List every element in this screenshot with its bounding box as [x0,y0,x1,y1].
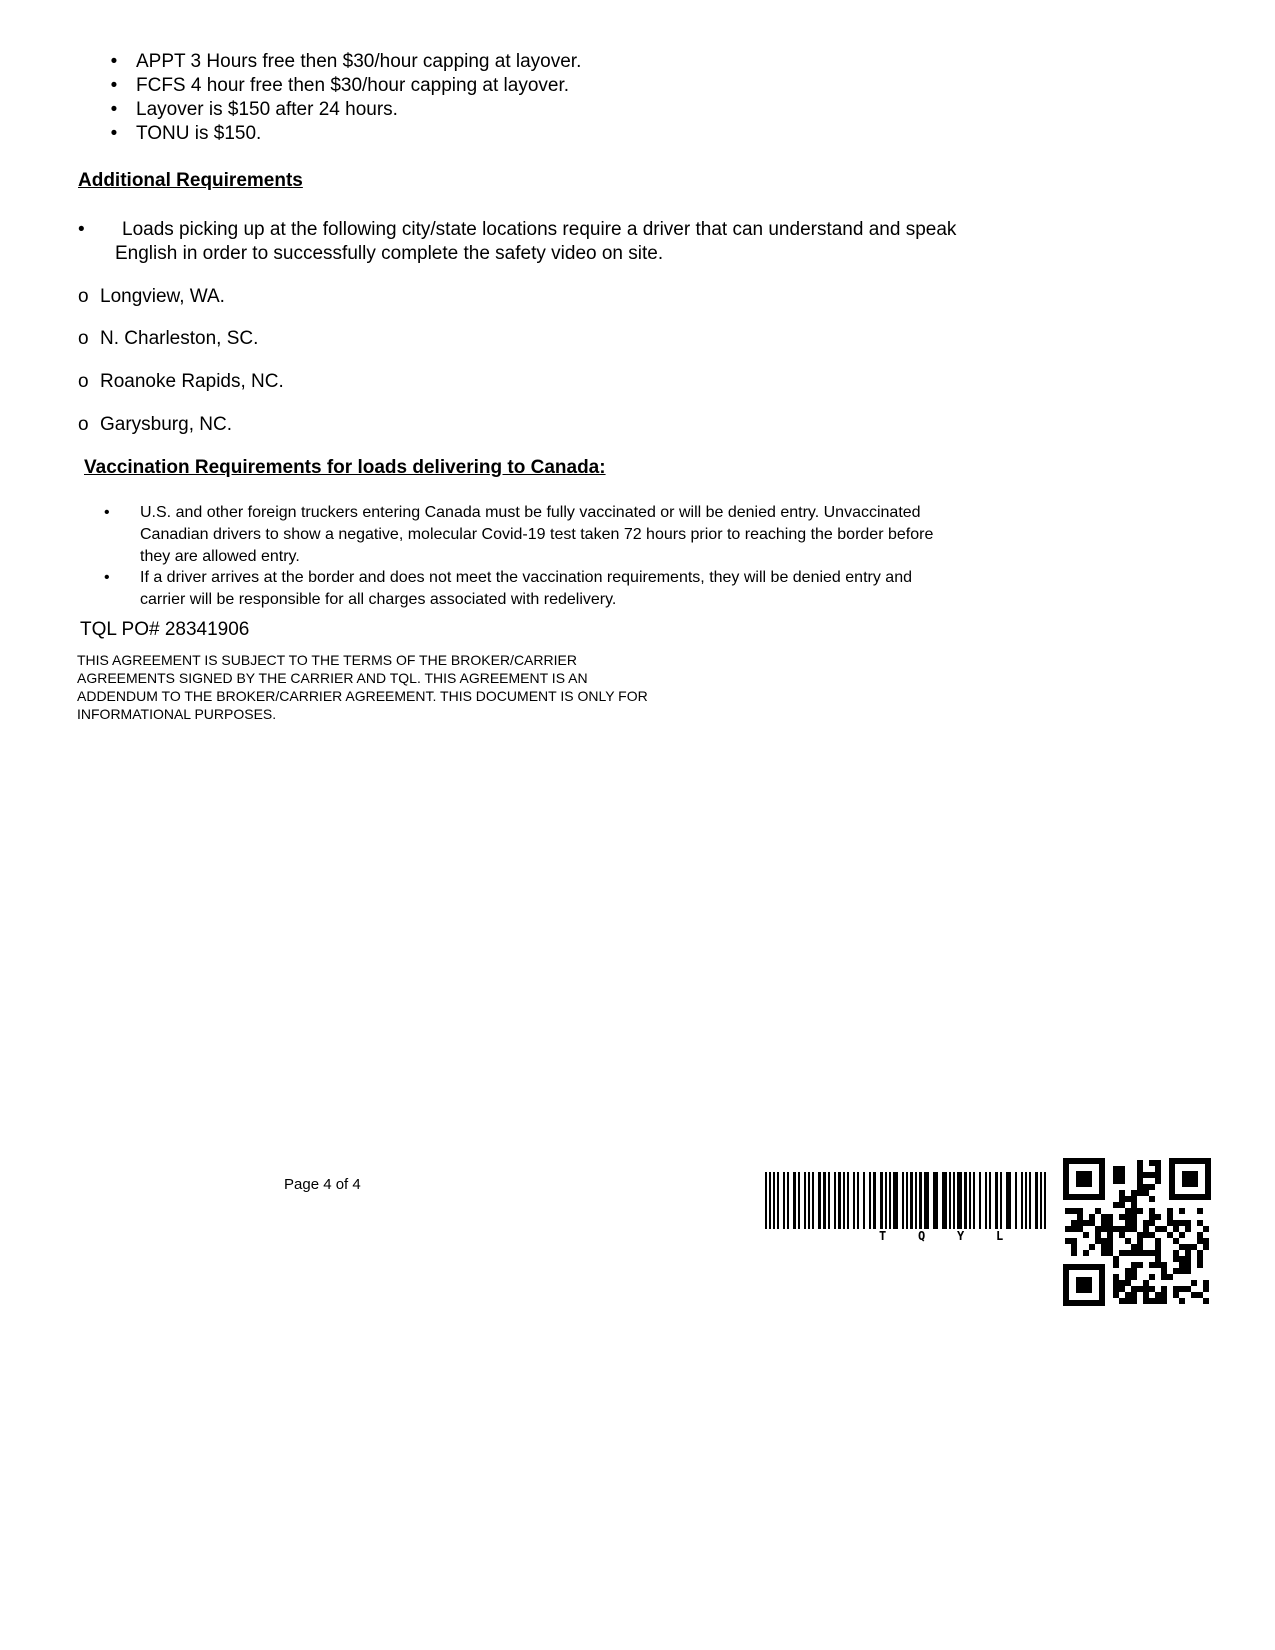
qr-module [1161,1226,1167,1232]
qr-module [1077,1214,1083,1220]
circle-bullet: o [78,328,89,349]
agreement-disclaimer: THIS AGREEMENT IS SUBJECT TO THE TERMS OF THE BROKER/CARRIER AGREEMENTS SIGNED BY THE CARRIER AND TQL. THIS AGREEMENT IS AN ADDENDUM TO THE BROKER/CARRIER AGREEMENT. THIS DOCUMENT IS ONLY FOR INFORMATIONAL PURPOSES. [77,652,648,722]
barcode-bar [885,1172,887,1229]
qr-module [1137,1166,1143,1172]
barcode-letter: Y [957,1229,965,1243]
qr-module [1113,1292,1119,1298]
barcode-letter: L [996,1229,1004,1243]
qr-module [1095,1208,1101,1214]
qr-module [1065,1208,1071,1214]
location-item: o Garysburg, NC. [78,414,232,435]
qr-module [1203,1286,1209,1292]
qr-module [1155,1214,1161,1220]
qr-module [1179,1244,1185,1250]
qr-module [1173,1238,1179,1244]
qr-module [1137,1178,1143,1184]
qr-module [1071,1250,1077,1256]
qr-module [1203,1244,1209,1250]
qr-module [1125,1238,1131,1244]
qr-module [1131,1298,1137,1304]
qr-module [1119,1232,1125,1238]
barcode-bar [985,1172,987,1229]
qr-module [1119,1280,1125,1286]
qr-module [1125,1280,1131,1286]
qr-module [1119,1166,1125,1172]
qr-module [1179,1286,1185,1292]
barcode-bar [834,1172,836,1229]
qr-module [1077,1226,1083,1232]
qr-module [1149,1208,1155,1214]
requirement-line-2: English in order to successfully complete the safety video on site. [115,243,664,264]
qr-module [1101,1238,1107,1244]
qr-module [1161,1274,1167,1280]
qr-module [1137,1232,1143,1238]
qr-module [1125,1208,1131,1214]
barcode-bar [843,1172,845,1229]
barcode-letter: Q [918,1229,926,1243]
qr-module [1113,1166,1119,1172]
po-number: TQL PO# 28341906 [80,619,250,640]
qr-module [1155,1226,1161,1232]
qr-module [1107,1244,1113,1250]
qr-module [1131,1250,1137,1256]
qr-module [1107,1250,1113,1256]
qr-module [1149,1286,1155,1292]
qr-module [1179,1262,1185,1268]
qr-module [1083,1220,1089,1226]
qr-module [1101,1214,1107,1220]
qr-module [1101,1220,1107,1226]
qr-module [1155,1166,1161,1172]
qr-module [1197,1256,1203,1262]
qr-module [1173,1226,1179,1232]
barcode-bar [973,1172,975,1229]
barcode-bar [989,1172,991,1229]
qr-module [1089,1220,1095,1226]
barcode-bar [893,1172,898,1229]
barcode-bar [853,1172,855,1229]
barcode-bar [769,1172,771,1229]
barcode-bar [857,1172,859,1229]
qr-module [1137,1262,1143,1268]
vaccination-item-2: If a driver arrives at the border and does not meet the vaccination requirements, they will be denied entry and carrier will be responsible for all charges associated with redelivery. [140,569,912,608]
qr-module [1149,1220,1155,1226]
barcode-bar [1015,1172,1017,1229]
qr-module [1203,1280,1209,1286]
qr-module [1125,1214,1131,1220]
qr-module [1095,1232,1101,1238]
qr-module [1203,1226,1209,1232]
qr-module [1155,1262,1161,1268]
barcode-bar [1021,1172,1023,1229]
qr-module [1179,1256,1185,1262]
qr-module [1143,1280,1149,1286]
qr-module [1119,1286,1125,1292]
qr-module [1167,1232,1173,1238]
qr-module [1065,1226,1071,1232]
qr-module [1137,1250,1143,1256]
barcode-bar [793,1172,796,1229]
qr-module [1077,1220,1083,1226]
barcode-bar [783,1172,785,1229]
qr-module [1197,1262,1203,1268]
barcode-bar [847,1172,849,1229]
qr-module [1197,1238,1203,1244]
barcode-bar [942,1172,947,1229]
qr-module [1107,1238,1113,1244]
qr-module [1179,1208,1185,1214]
qr-module [1119,1214,1125,1220]
barcode-bar [880,1172,883,1229]
qr-module [1119,1202,1125,1208]
qr-module [1113,1256,1119,1262]
qr-module [1137,1244,1143,1250]
qr-module [1119,1190,1125,1196]
barcode-bar [910,1172,913,1229]
qr-module [1197,1220,1203,1226]
barcode-bar [873,1172,876,1229]
barcode-bar [969,1172,971,1229]
qr-module [1071,1208,1077,1214]
barcode-bar [902,1172,904,1229]
qr-module [1185,1268,1191,1274]
qr-module [1113,1226,1119,1232]
qr-module [1173,1256,1179,1262]
bullet-icon: • [110,99,118,120]
qr-module [1143,1184,1149,1190]
barcode-bar [823,1172,826,1229]
qr-module [1167,1220,1173,1226]
qr-module [1095,1238,1101,1244]
qr-module [1095,1226,1101,1232]
bullet-icon: • [104,504,110,521]
qr-module [1197,1232,1203,1238]
qr-module [1131,1208,1137,1214]
qr-module [1131,1202,1137,1208]
qr-module [1113,1202,1119,1208]
qr-module [1179,1268,1185,1274]
location-item: o Roanoke Rapids, NC. [78,371,284,392]
qr-module [1143,1286,1149,1292]
qr-module [1185,1244,1191,1250]
qr-module [1071,1238,1077,1244]
qr-module [1155,1244,1161,1250]
barcode-bar [949,1172,951,1229]
barcode-bar [979,1172,981,1229]
qr-module [1173,1220,1179,1226]
qr-module [1161,1292,1167,1298]
qr-module [1131,1220,1137,1226]
page-number: Page 4 of 4 [284,1176,361,1193]
qr-module [1149,1196,1155,1202]
additional-requirements-heading: Additional Requirements [78,170,303,191]
barcode-bar [1044,1172,1046,1229]
qr-module [1125,1298,1131,1304]
qr-module [1107,1232,1113,1238]
barcode-bar [773,1172,775,1229]
qr-module [1101,1244,1107,1250]
barcode-bar [777,1172,779,1229]
qr-module [1191,1244,1197,1250]
qr-module [1203,1298,1209,1304]
qr-module [1137,1184,1143,1190]
qr-module [1143,1172,1149,1178]
qr-module [1137,1172,1143,1178]
circle-bullet: o [78,414,89,435]
qr-module [1107,1226,1113,1232]
qr-module [1191,1280,1197,1286]
qr-module [1137,1190,1143,1196]
barcode-bar [1035,1172,1038,1229]
barcode-bar [838,1172,841,1229]
qr-module [1107,1214,1113,1220]
barcode-bar [863,1172,865,1229]
qr-module [1131,1274,1137,1280]
qr-module [1149,1184,1155,1190]
qr-module [1107,1220,1113,1226]
qr-module [1083,1250,1089,1256]
qr-module [1173,1292,1179,1298]
qr-module [1089,1214,1095,1220]
qr-module [1113,1286,1119,1292]
qr-module [1125,1268,1131,1274]
barcode-bar [915,1172,917,1229]
qr-module [1113,1172,1119,1178]
qr-module [1149,1250,1155,1256]
qr-module [1185,1226,1191,1232]
qr-module [1131,1214,1137,1220]
bullet-icon: • [110,123,118,144]
qr-module [1113,1280,1119,1286]
barcode [765,1172,1050,1229]
qr-module [1185,1256,1191,1262]
qr-module [1119,1196,1125,1202]
qr-module [1137,1286,1143,1292]
barcode-caption [765,1229,1050,1245]
qr-module [1155,1292,1161,1298]
qr-module [1131,1286,1137,1292]
qr-module [1119,1226,1125,1232]
qr-module [1185,1262,1191,1268]
qr-module [1185,1250,1191,1256]
qr-module [1149,1232,1155,1238]
qr-module [1143,1232,1149,1238]
qr-module [1125,1226,1131,1232]
qr-module [1125,1292,1131,1298]
bullet-icon: • [110,51,118,72]
qr-module [1113,1274,1119,1280]
qr-module [1131,1262,1137,1268]
qr-module [1155,1172,1161,1178]
barcode-bar [812,1172,814,1229]
qr-module [1131,1244,1137,1250]
qr-module [1149,1262,1155,1268]
qr-module [1161,1268,1167,1274]
qr-module [1173,1268,1179,1274]
barcode-bar [869,1172,871,1229]
qr-module [1149,1274,1155,1280]
qr-module [1203,1238,1209,1244]
qr-module [1155,1250,1161,1256]
qr-module [1155,1298,1161,1304]
qr-module [1125,1250,1131,1256]
qr-module [1125,1196,1131,1202]
barcode-bar [804,1172,806,1229]
qr-module [1131,1196,1137,1202]
qr-code [1063,1158,1211,1306]
barcode-bar [765,1172,767,1229]
barcode-bar [906,1172,908,1229]
qr-module [1161,1298,1167,1304]
qr-module [1155,1238,1161,1244]
qr-module [1071,1226,1077,1232]
barcode-bar [995,1172,998,1229]
qr-module [1197,1250,1203,1256]
qr-module [1167,1208,1173,1214]
qr-module [1083,1232,1089,1238]
qr-module [1089,1244,1095,1250]
qr-module [1077,1208,1083,1214]
bullet-icon: • [104,569,110,586]
barcode-bar [818,1172,821,1229]
barcode-bar [1000,1172,1002,1229]
qr-module [1101,1250,1107,1256]
qr-module [1149,1214,1155,1220]
qr-module [1155,1160,1161,1166]
qr-module [1143,1226,1149,1232]
barcode-bar [1029,1172,1031,1229]
barcode-letter: T [879,1229,887,1243]
location-item: o Longview, WA. [78,286,225,307]
barcode-bar [1025,1172,1027,1229]
barcode-bar [828,1172,830,1229]
barcode-bar [808,1172,810,1229]
barcode-bar [889,1172,891,1229]
qr-module [1179,1232,1185,1238]
qr-module [1065,1238,1071,1244]
barcode-bar [953,1172,955,1229]
qr-module [1137,1160,1143,1166]
qr-module [1161,1262,1167,1268]
qr-module [1197,1292,1203,1298]
qr-module [1071,1220,1077,1226]
barcode-bar [1006,1172,1011,1229]
qr-module [1155,1178,1161,1184]
barcode-bar [957,1172,962,1229]
barcode-bar [924,1172,929,1229]
qr-module [1101,1226,1107,1232]
qr-module [1149,1160,1155,1166]
qr-module [1143,1220,1149,1226]
qr-module [1161,1286,1167,1292]
qr-module [1143,1292,1149,1298]
qr-module [1167,1214,1173,1220]
qr-module [1125,1274,1131,1280]
qr-module [1131,1226,1137,1232]
qr-module [1119,1298,1125,1304]
qr-module [1197,1208,1203,1214]
barcode-bar [787,1172,789,1229]
location-item: o N. Charleston, SC. [78,328,259,349]
barcode-bar [798,1172,800,1229]
vaccination-item-1: U.S. and other foreign truckers entering Canada must be fully vaccinated or will be denied entry. Unvaccinated Canadian drivers to show a negative, molecular Covid-19 test taken 72 hours prior to reaching the border before they are allowed entry. [140,504,934,565]
qr-module [1149,1172,1155,1178]
qr-module [1131,1268,1137,1274]
qr-module [1131,1292,1137,1298]
circle-bullet: o [78,286,89,307]
barcode-bar [933,1172,938,1229]
qr-module [1179,1220,1185,1226]
barcode-bar [964,1172,967,1229]
qr-module [1143,1298,1149,1304]
qr-module [1173,1286,1179,1292]
bullet-icon: • [110,75,118,96]
qr-module [1143,1190,1149,1196]
qr-module [1113,1178,1119,1184]
qr-module [1173,1250,1179,1256]
circle-bullet: o [78,371,89,392]
requirement-line-1: Loads picking up at the following city/state locations require a driver that can understand and speak [122,219,957,240]
qr-module [1185,1220,1191,1226]
qr-module [1071,1244,1077,1250]
qr-module [1119,1178,1125,1184]
qr-module [1167,1274,1173,1280]
qr-module [1179,1298,1185,1304]
qr-module [1119,1172,1125,1178]
qr-module [1149,1298,1155,1304]
qr-module [1191,1292,1197,1298]
qr-module [1137,1238,1143,1244]
qr-module [1119,1250,1125,1256]
qr-module [1125,1220,1131,1226]
qr-module [1143,1250,1149,1256]
qr-module [1155,1256,1161,1262]
vaccination-heading: Vaccination Requirements for loads delivering to Canada: [84,457,606,478]
qr-module [1185,1286,1191,1292]
qr-module [1131,1190,1137,1196]
barcode-bar [919,1172,922,1229]
barcode-bar [1040,1172,1042,1229]
qr-module [1113,1262,1119,1268]
bullet-icon: • [78,219,85,240]
qr-module [1137,1208,1143,1214]
